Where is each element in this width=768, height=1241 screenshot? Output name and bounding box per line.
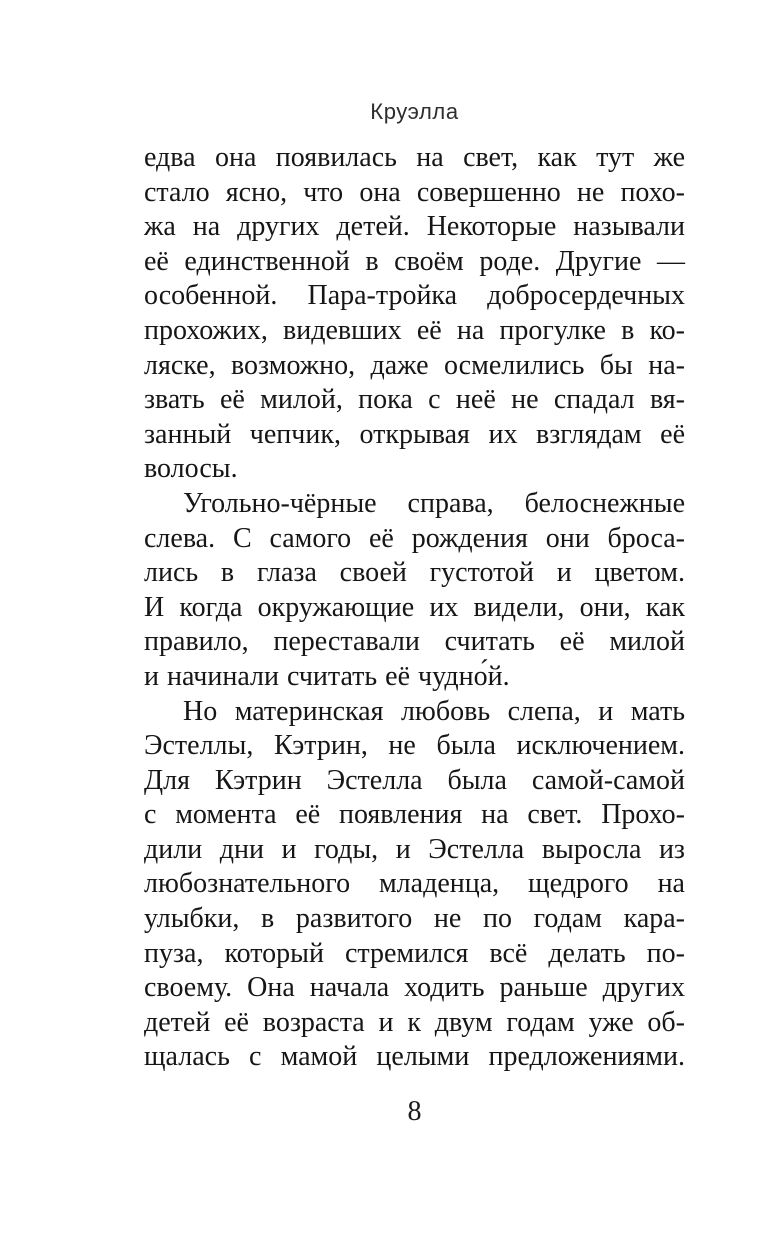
text-line: пуза, который стремился всё делать по-	[144, 937, 685, 969]
paragraph	[144, 695, 685, 1076]
text-line: волосы.	[144, 453, 238, 485]
text-line: лись в глаза своей густотой и цветом.	[144, 557, 685, 589]
text-line: особенной. Пара-тройка добросердечных	[144, 280, 685, 312]
text-line: Для Кэтрин Эстелла была самой-самой	[144, 764, 685, 796]
text-line: детей её возраста и к двум годам уже об-	[144, 1006, 685, 1038]
text-line: ляске, возможно, даже осмелились бы на-	[144, 349, 685, 381]
text-line: стало ясно, что она совершенно не похо-	[144, 176, 685, 208]
text-line: Угольно-чёрные справа, белоснежные	[183, 487, 685, 519]
text-line: щалась с мамой целыми предложениями.	[144, 1041, 685, 1073]
text-line: своему. Она начала ходить раньше других	[144, 972, 685, 1004]
text-line: звать её милой, пока с неё не спадал вя-	[144, 384, 685, 416]
text-line: правило, переставали считать её милой	[144, 626, 685, 658]
text-line: её единственной в своём роде. Другие —	[144, 245, 685, 277]
text-line: едва она появилась на свет, как тут же	[144, 142, 685, 173]
text-line: занный чепчик, открывая их взглядам её	[144, 418, 685, 450]
text-line: с момента её появления на свет. Прохо-	[144, 799, 685, 831]
text-line: и начинали считать её чудно́й.	[144, 660, 510, 692]
paragraph	[144, 487, 685, 695]
text-line: любознательного младенца, щедрого на	[144, 868, 685, 900]
text-line: слева. С самого её рождения они броса-	[144, 522, 685, 554]
text-line: И когда окружающие их видели, они, как	[144, 591, 685, 623]
running-header: Круэлла	[370, 99, 459, 124]
text-line: Но материнская любовь слепа, и мать	[183, 695, 685, 727]
page-number: 8	[407, 1096, 422, 1127]
text-line: дили дни и годы, и Эстелла выросла из	[144, 833, 685, 865]
text-line: улыбки, в развитого не по годам кара-	[144, 903, 685, 935]
text-line: Эстеллы, Кэтрин, не была исключением.	[144, 730, 685, 762]
page-text	[144, 141, 685, 1075]
text-line: прохожих, видевших её на прогулке в ко-	[144, 314, 685, 346]
text-line: жа на других детей. Некоторые называли	[144, 211, 685, 243]
paragraph	[144, 141, 685, 487]
